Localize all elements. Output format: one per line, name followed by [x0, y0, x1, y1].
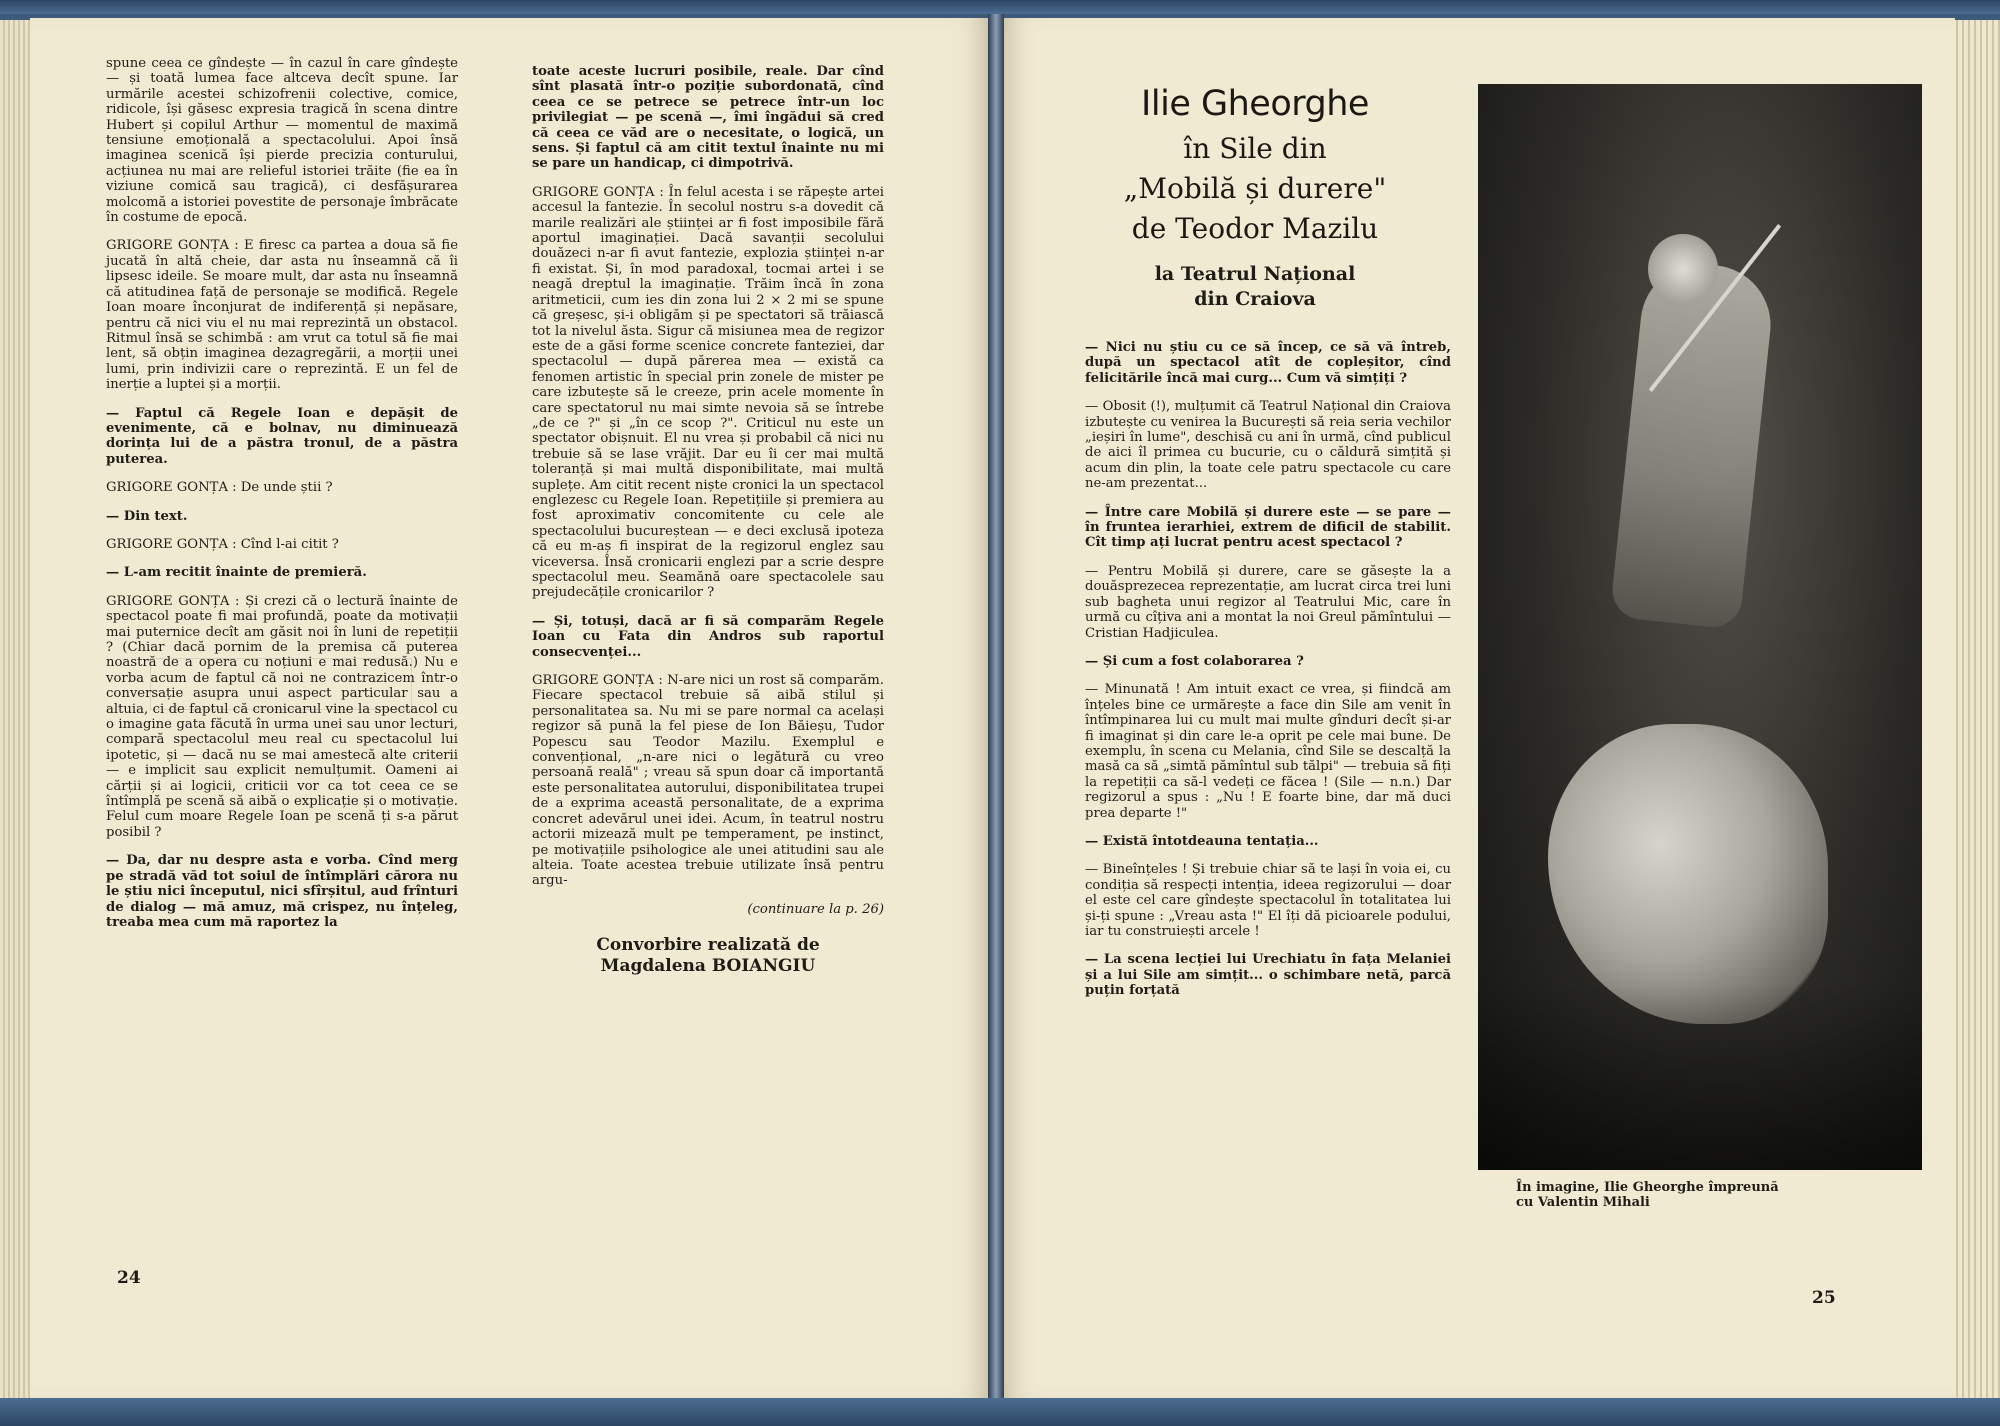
headline-name: Ilie Gheorghe: [1141, 84, 1369, 124]
answer-paragraph: — Obosit (!), mulțumit că Teatrul Național din Craiova izbutește cu venirea la București să reia seria vechilor „ieșiri în lume", deschisă cu ani în urmă, cînd publicul de aici îl primea cu bucurie, cu o căldură simțită și acum din plin, la toate cele patru spectacole cu care ne-am prezentat...: [1085, 399, 1451, 492]
answer-paragraph: GRIGORE GONȚA : Și crezi că o lectură înainte de spectacol poate fi mai profundă, poate da motivații mai puternice decît am găsit noi în luni de repetiții ? (Chiar dacă pornim de la premisa că puterea noastră de a opera cu noțiuni e mai redusă.) Nu e vorba acum de faptul că noi ne contrazicem într-o conversație asupra unui aspect particular sau a altuia, ci de faptul că cronicarul vine la spectacol cu o imagine gata făcută în urma unei sau unor lecturi, compară spectacolul meu real cu spectacolul lui ipotetic, și — dacă nu se mai amestecă alte criterii — e implicit sau explicit nemulțumit. Oameni ai cărții și ai logicii, criticii vor ca tot ceea ce se întîmplă pe scenă să aibă o explicație și o motivație. Felul cum moare Regele Ioan pe scenă ți s-a părut posibil ?: [106, 593, 458, 840]
answer-paragraph: — Minunată ! Am intuit exact ce vrea, și fiindcă am înțeles bine ce urmărește a face din Sile am venit în întîmpinarea lui cu mult mai multe gînduri decît și-ar fi imaginat și din care le-a oprit pe cele mai bune. De exemplu, în scena cu Melania, cînd Sile se descalță la masă ca să „simtă pămîntul sub tălpi" — trebuia să fiți la repetiții ca să-l vedeți ce făcea ! (Sile — n.n.) Dar regizorul a spus : „Nu ! E foarte bine, dar mă duci prea departe !": [1085, 682, 1451, 821]
interviewer-question: — Nici nu știu cu ce să încep, ce să vă întreb, după un spectacol atît de copleșitor, cînd felicitările încă mai curg... Cum vă simțiți ?: [1085, 340, 1451, 386]
photo-caption: [1516, 1180, 1890, 1210]
answer-paragraph: GRIGORE GONȚA : E firesc ca partea a doua să fie jucată în altă cheie, dar asta nu înseamnă că îi lipsesc ideile. Se moare mult, dar asta nu înseamnă că atitudinea față de personaje se modifică. Regele Ioan moare înconjurat de indiferență și nepăsare, pentru că nici viu el nu mai reprezintă un obstacol. Ritmul însă se schimbă : am vrut ca totul să fie mai lent, să obțin imaginea dezagregării, a morții unei lumi, prin indivizii care o reprezintă. E un fel de inerție a luptei și a morții.: [106, 238, 458, 393]
interview-credit: [532, 935, 884, 977]
answer-paragraph: — Bineînțeles ! Și trebuie chiar să te lași în voia ei, cu condiția să respecți intenția, ideea regizorului — doar el este cel care gîndește spectacolul în totalitatea lui și-ți spune : „Vreau asta !" El îți dă picioarele podului, iar tu construiești arcele !: [1085, 862, 1451, 939]
caption-line-2: cu Valentin Mihali: [1516, 1195, 1650, 1210]
interviewer-question: — Există întotdeauna tentația...: [1085, 833, 1319, 849]
stage-photo: [1478, 84, 1922, 1170]
interviewer-question: — Faptul că Regele Ioan e depășit de evenimente, că e bolnav, nu diminuează dorința lui de a păstra tronul, de a păstra puterea.: [106, 405, 458, 467]
headline-line-2: „Mobilă și durere": [1123, 172, 1387, 205]
answer-paragraph: GRIGORE GONȚA : Cînd l-ai citit ?: [106, 536, 339, 552]
caption-line-1: În imagine, Ilie Gheorghe împreună: [1516, 1180, 1779, 1195]
venue-line-2: din Craiova: [1194, 288, 1316, 310]
interviewer-question: — Din text.: [106, 508, 188, 524]
book-spine: [988, 14, 1004, 1404]
photo-violinist-figure: [1610, 258, 1777, 630]
article-headline: [1090, 82, 1420, 246]
answer-paragraph: GRIGORE GONȚA : În felul acesta i se răpește artei accesul la fantezie. În secolul nostru s-a dovedit că marile realizări ale științei ar fi fost imposibile fără aportul imaginației. Dacă savanții secolului douăzeci n-ar fi avut fantezie, explozia științei n-ar fi existat. Și, în mod paradoxal, tocmai artei i se neagă dreptul la imaginație. Trăim încă în zona aritmeticii, cum ies din zona lui 2 × 2 mi se spune că greșesc, și-i obligăm și pe spectatori să trăiască tot la nivelul ăsta. Sigur că misiunea mea de regizor este de a găsi forme scenice concrete fanteziei, dar spectacolul — după părerea mea — există ca fenomen artistic în special prin zonele de mister pe care izbutește să le creeze, prin acele momente în care spectatorul nu mai simte nevoia să se întrebe „de ce ?" și „în ce scop ?". Criticul nu este un spectator obișnuit. El nu vrea și probabil că nici nu trebuie să se lase vrăjit. Dar eu îi cer mai multă toleranță și mai multă disponibilitate, mai multă suplețe. Am citit recent niște cronici la un spectacol englezesc cu Regele Ioan. Repetițiile și premiera au fost aproximativ concomitente cu cele ale spectacolului bucureștean — e deci exclusă ipoteza că eu m-aș fi inspirat de la regizorul englez sau viceversa. Însă cronicarii englezi par a scrie despre spectacolul meu. Seamănă oare spectacolele sau prejudecățile cronicarilor ?: [532, 184, 884, 601]
credit-author: Magdalena BOIANGIU: [600, 956, 816, 977]
headline-line-1: în Sile din: [1183, 132, 1327, 165]
interviewer-question: — La scena lecției lui Urechiatu în fața Melaniei și a lui Sile am simțit... o schimbare netă, parcă puțin forțată: [1085, 952, 1451, 999]
left-page-column-2: [532, 64, 884, 977]
interviewer-question: toate aceste lucruri posibile, reale. Dar cînd sînt plasată într-o poziție subordonată, cînd ceea ce se petrece se petrece într-un loc privilegiat — pe scenă —, îmi îngădui să cred că ceea ce văd are o necesitate, o logică, un sens. Și faptul că am citit textul înainte nu mi se pare un handicap, ci dimpotrivă.: [532, 64, 884, 172]
interviewer-question: — L-am recitit înainte de premieră.: [106, 565, 367, 581]
left-page-column-1: [106, 56, 458, 943]
photo-violinist-head: [1648, 234, 1718, 304]
page-stack-right: [1950, 20, 2000, 1400]
answer-paragraph: spune ceea ce gîndește — în cazul în care gîndește — și toată lumea face altceva decît spune. Iar urmările acestei schizofrenii colective, comice, ridicole, își găsesc expresia tragică în scena dintre Hubert și copilul Arthur — momentul de maximă tensiune emoțională a spectacolului. Apoi însă imaginea scenică își pierde precizia conturului, acțiunea nu mai are relieful istoriei trăite (fie ea în viziune comică sau tragică), ci desfășurarea molcomă a istoriei povestite de personaje îmbrăcate în costume de epocă.: [106, 56, 458, 226]
photo-kneeling-figure: [1548, 724, 1828, 1024]
headline-line-3: de Teodor Mazilu: [1131, 212, 1379, 245]
answer-paragraph: — Pentru Mobilă și durere, care se găsește la a douăsprezecea reprezentație, am lucrat circa trei luni sub bagheta unui regizor al Teatrului Mic, care în urmă cu cîțiva ani a montat la noi Greul pămîntului — Cristian Hadjiculea.: [1085, 563, 1451, 641]
photo-shadow: [1478, 984, 1922, 1170]
page-stack-left: [0, 20, 34, 1400]
venue-line-1: la Teatrul Național: [1154, 263, 1356, 285]
page-number-left: 24: [117, 1268, 141, 1288]
continuation-note: (continuare la p. 26): [747, 901, 884, 917]
answer-paragraph: GRIGORE GONȚA : N-are nici un rost să comparăm. Fiecare spectacol trebuie să aibă stilul și personalitatea sa. Nu mi se pare normal ca același regizor să pună la fel piese de Ion Băieșu, Tudor Popescu sau Teodor Mazilu. Exemplul e convențional, „n-are nici o legătură cu vreo persoană reală" ; vreau să spun doar că importantă este personalitatea autorului, disponibilitatea trupei de a exprima această personalitate, de a exprima concret adevărul unei idei. Acum, în teatrul nostru actorii mizează mult pe temperament, pe instinct, pe motivațiile psihologice ale unei atitudini sau ale alteia. Toate acestea trebuie utilizate însă pentru argu-: [532, 673, 884, 889]
answer-paragraph: GRIGORE GONȚA : De unde știi ?: [106, 480, 333, 496]
page-number-right: 25: [1812, 1288, 1836, 1308]
book-binding-bottom: [0, 1398, 2000, 1426]
interviewer-question: — Da, dar nu despre asta e vorba. Cînd merg pe stradă văd tot soiul de întîmplări cărora nu le știu nici începutul, nici sfîrșitul, aud frînturi de dialog — mă amuz, mă crispez, nu înțeleg, treaba mea cum mă raportez la: [106, 853, 458, 930]
interviewer-question: — Între care Mobilă și durere este — se pare — în fruntea ierarhiei, extrem de dificil de stabilit. Cît timp ați lucrat pentru acest spectacol ?: [1085, 504, 1451, 551]
credit-line-1: Convorbire realizată de: [596, 935, 820, 956]
book-binding-top: [0, 0, 2000, 14]
venue-subheading: [1090, 262, 1420, 312]
interviewer-question: — Și, totuși, dacă ar fi să comparăm Regele Ioan cu Fata din Andros sub raportul consecvenței...: [532, 613, 884, 660]
right-page-column: [1085, 340, 1451, 1012]
interviewer-question: — Și cum a fost colaborarea ?: [1085, 653, 1304, 669]
column-2-body: [532, 64, 884, 889]
